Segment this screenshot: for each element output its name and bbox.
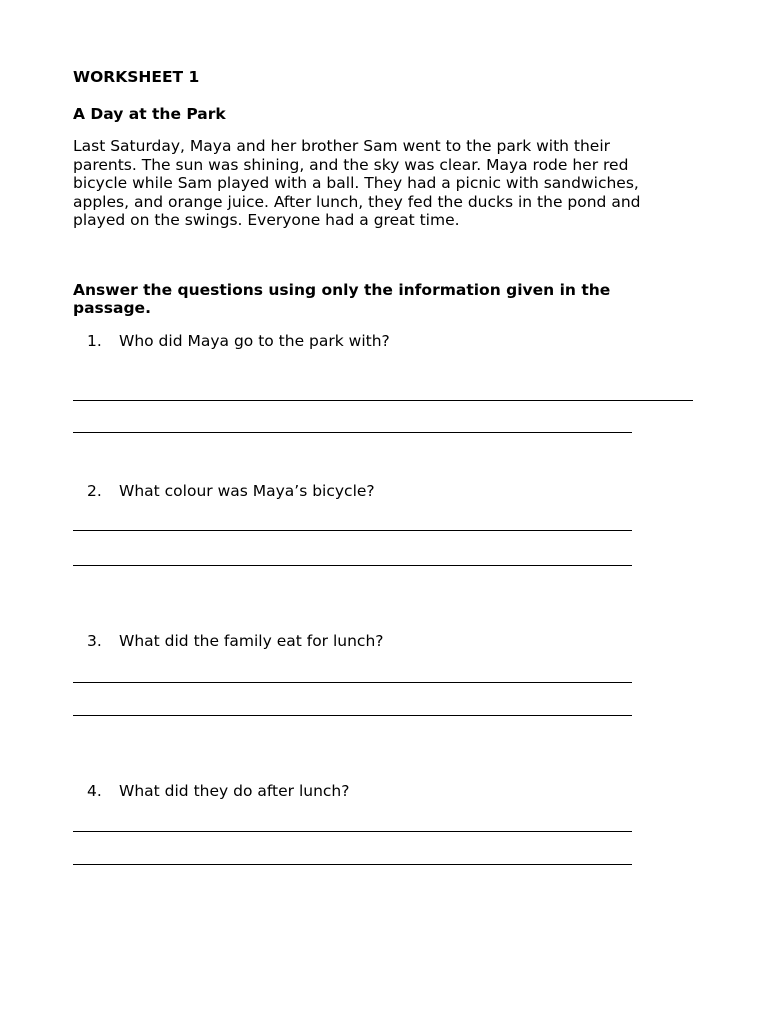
question-number: 3. [87,632,102,650]
instruction-line: passage. [73,299,151,317]
worksheet-title: WORKSHEET 1 [73,68,200,86]
answer-line-1a[interactable] [73,400,693,401]
passage-line: played on the swings. Everyone had a great time. [73,211,460,230]
instruction-line: Answer the questions using only the information given in the [73,281,611,299]
answer-line-3b[interactable] [73,715,632,716]
passage-line: Last Saturday, Maya and her brother Sam went to the park with their [73,137,611,155]
question-text: Who did Maya go to the park with? [119,332,390,350]
question-1 [87,331,390,351]
answer-line-1b[interactable] [73,432,632,433]
question-text: What did the family eat for lunch? [119,632,384,650]
question-text: What did they do after lunch? [119,782,350,800]
answer-line-4b[interactable] [73,864,632,865]
passage-line: apples, and orange juice. After lunch, they fed the ducks in the pond and [73,192,641,211]
question-text: What colour was Maya’s bicycle? [119,482,375,500]
instructions [73,281,693,317]
passage-line: parents. The sun was shining, and the sky was clear. Maya rode her red [73,155,629,174]
reading-passage [73,137,703,230]
answer-line-4a[interactable] [73,831,632,832]
question-number: 2. [87,482,102,500]
passage-line: bicycle while Sam played with a ball. They had a picnic with sandwiches, [73,174,639,193]
question-2 [87,481,375,501]
question-number: 4. [87,782,102,800]
story-title: A Day at the Park [73,105,226,123]
question-4 [87,781,349,801]
question-3 [87,631,384,651]
answer-line-3a[interactable] [73,682,632,683]
question-number: 1. [87,332,102,350]
answer-line-2a[interactable] [73,530,632,531]
answer-line-2b[interactable] [73,565,632,566]
